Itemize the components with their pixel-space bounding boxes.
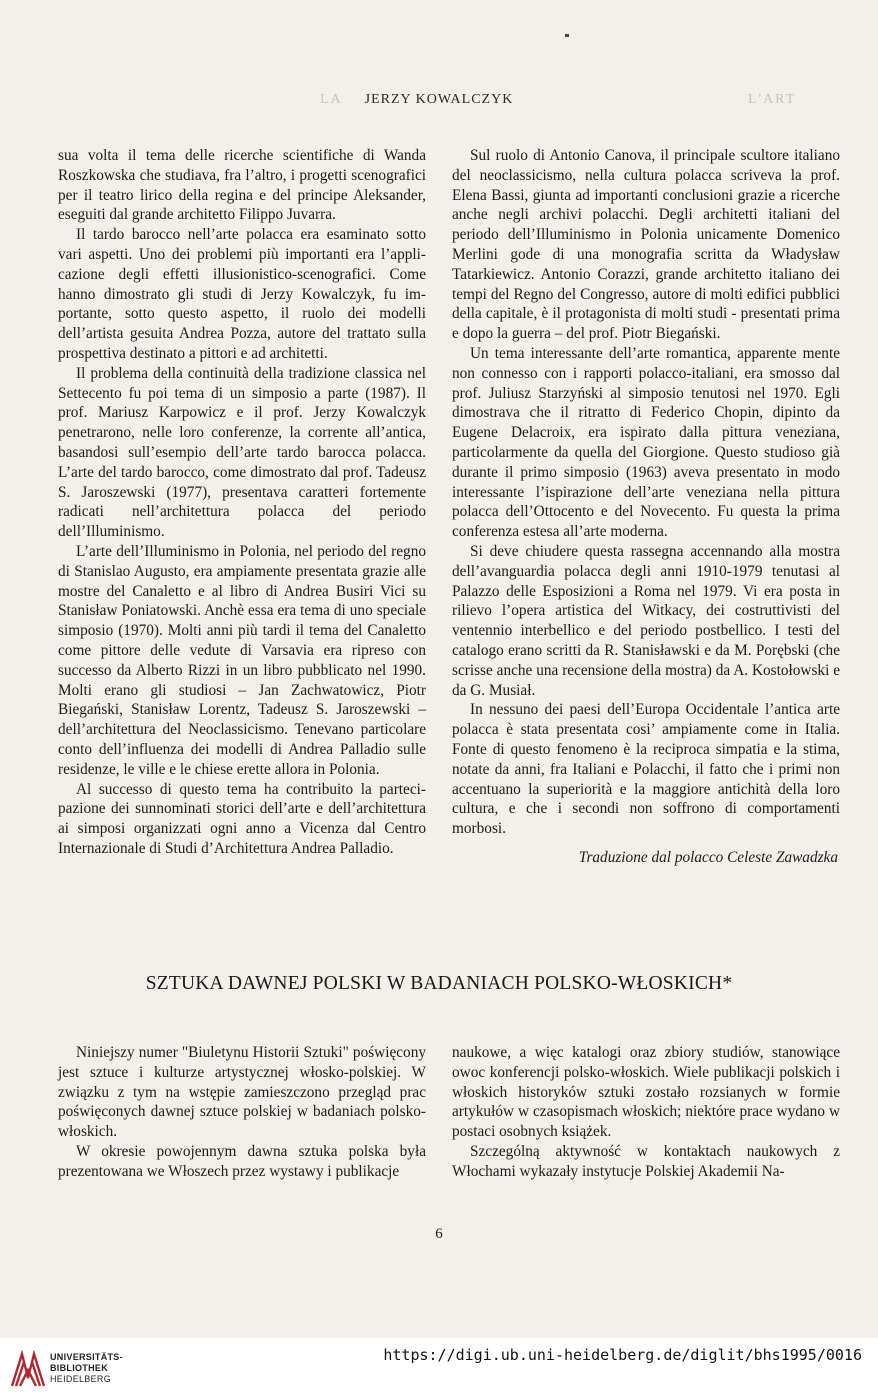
paragraph: Al successo di questo tema ha contribuito la partecipazione dei sunnominati storici dell’arte e dell’architettura ai simposi organizzati ogni anno a Vicenza dal Centro Internazionale di Studi d’Architettura Andrea Palladio. [58, 780, 426, 857]
scan-speck [565, 34, 569, 37]
paragraph: Un tema interessante dell’arte romantica, apparente mente non connesso con i rapporti polacco-italiani, era smosso dal prof. Juliusz Starzyński al simposio tenutosi nel 1970. Egli dimostrava che il ritratto di Federico Chopin, dipinto da Eugene Delacroix, era ispirato dalla pittura veneziana, particolarmente da quella del Giorgione. Questo studioso già durante il primo simposio (1963) aveva presentato in modo interessante l’ispirazione dell’arte veneziana nella pittura polacca dell’Ottocento e del Novecento. Fu questa la prima conferenza estesa all’arte moderna. [452, 344, 840, 541]
translation-credit: Traduzione dal polacco Celeste Zawadzka [578, 848, 838, 866]
permalink-url[interactable]: https://digi.ub.uni-heidelberg.de/diglit/bhs1995/0016 [383, 1346, 862, 1364]
university-library-logo-icon[interactable] [8, 1348, 48, 1390]
left-column-bottom [58, 1043, 426, 1182]
running-head: JERZY KOWALCZYK [364, 92, 514, 107]
paragraph: Il tardo barocco nell’arte polacca era esaminato sotto vari aspetti. Uno dei problemi più importanti era l’applicazione degli effetti illusionistico-scenografici. Come hanno dimostrato gli studi di Jerzy Kowalczyk, fu importante, sotto questo aspetto, il ruolo dei modelli dell’artista gesuita Andrea Pozza, autore del trattato sulla prospettiva destinato a pittori e ad architetti. [58, 226, 426, 362]
viewer-footer [0, 1338, 878, 1400]
paragraph: naukowe, a więc katalogi oraz zbiory studiów, stanowiące owoc konferencji polsko-włoskich. Wiele publikacji polskich i włoskich historyków sztuki zostało rozsianych w formie artykułów w czasopismach włoskich; niektóre prace wydano w postaci osobnych książek. [452, 1044, 840, 1141]
paragraph: Si deve chiudere questa rassegna accennando alla mostra dell’avanguardia polacca degli anni 1910-1979 tenutasi al Palazzo delle Esposizioni a Roma nel 1979. Vi era posta in rilievo l’opera artistica del Witkacy, dei costruttivisti del ventennio interbellico e del periodo postbellico. I testi del catalogo erano scritti da R. Stanisławski e da M. Porębski (che scrisse anche una recensione della mostra) da A. Kostołowski e da G. Musiał. [452, 542, 840, 699]
paragraph: sua volta il tema delle ricerche scientifiche di Wanda Roszkowska che studiava, fra l’altro, i progetti scenografici per il teatro lirico della regina e del principe Aleksander, eseguiti dal grande architetto Filippo Juvarra. [58, 147, 426, 224]
paragraph: W okresie powojennym dawna sztuka polska była prezentowana we Włoszech przez wystawy i publikacje [58, 1142, 426, 1180]
institution-line: BIBLIOTHEK [50, 1363, 108, 1373]
right-column-top [452, 146, 840, 868]
bleed-through-text: LA [320, 92, 343, 107]
right-column-bottom [452, 1043, 840, 1182]
section-title: SZTUKA DAWNEJ POLSKI W BADANIACH POLSKO-WŁOSKICH* [145, 973, 733, 994]
institution-line: HEIDELBERG [50, 1374, 112, 1384]
institution-name [50, 1352, 123, 1385]
left-column-top [58, 146, 426, 859]
paragraph: Szczególną aktywność w kontaktach naukowych z Włochami wykazały instytucje Polskiej Akademii Na- [452, 1142, 840, 1180]
paragraph: Sul ruolo di Antonio Canova, il principale scultore italiano del neoclassicismo, nella cultura polacca scriveva la prof. Elena Bassi, giunta ad importanti conclusioni grazie a ricerche anche negli archivi polacchi. Degli architetti italiani del periodo dell’Illuminismo in Polonia unicamente Domenico Merlini gode di una monografia scritta da Władysław Tatarkiewicz. Antonio Corazzi, grande architetto italiano dei tempi del Regno del Congresso, autore di molti edifici pubblici della capitale, è il protagonista di molti studi - presentati prima e dopo la guerra – del prof. Piotr Biegański. [452, 147, 840, 343]
page-number: 6 [435, 1226, 443, 1242]
bleed-through-text: L'ART [748, 92, 797, 107]
paragraph: Il problema della continuità della tradizione classica nel Settecento fu poi tema di un simposio a parte (1987). Il prof. Mariusz Karpowicz e il prof. Jerzy Kowalczyk penetrarono, nelle loro conferenze, la corrente all’antica, basandosi sull’esempio dell’arte tardo barocca polacca. L’arte del tardo barocco, come dimostrato dal prof. Tadeusz S. Jaroszewski (1977), presentava caratteri fortemente radicati nell’architettura polacca del periodo dell’Illuminismo. [58, 364, 426, 541]
paragraph: Niniejszy numer "Biuletynu Historii Sztuki" poświęcony jest sztuce i kulturze artystycznej włosko-polskiej. W związku z tym na wstępie zamieszczono przegląd prac poświęconych dawnej sztuce polskiej w badaniach polsko-włoskich. [58, 1044, 426, 1141]
paragraph: In nessuno dei paesi dell’Europa Occidentale l’antica arte polacca è stata presentata cosi’ ampiamente come in Italia. Fonte di questo fenomeno è la reciproca simpatia e la stima, notate da anni, fra Italiani e Polacchi, il fatto che i primi non accentuano la superiorità e la maggiore antichità della loro cultura, e che i secondi non soffrono di comportamenti morbosi. [452, 701, 840, 838]
institution-line: UNIVERSITÄTS- [50, 1352, 123, 1362]
paragraph: L’arte dell’Illuminismo in Polonia, nel periodo del regno di Stanislao Augusto, era ampiamente presentata grazie alle mostre del Canaletto e al libro di Andrea Busiri Vici su Stanisław Poniatowski. Anchè essa era tema di uno speciale simposio (1970). Molti anni più tardi il tema del Canaletto come pittore delle vedute di Varsavia era ripreso con successo da Alberto Rizzi in un libro pubblicato nel 1990. Molti erano gli studiosi – Jan Zachwatowicz, Piotr Biegański, Stanisław Lorentz, Tadeusz S. Jaroszewski – dell’architettura del Neoclassicismo. Tenevano particolare conto dell’influenza dei modelli di Andrea Palladio sulle residenze, le ville e le chiese erette allora in Polonia. [58, 542, 426, 778]
